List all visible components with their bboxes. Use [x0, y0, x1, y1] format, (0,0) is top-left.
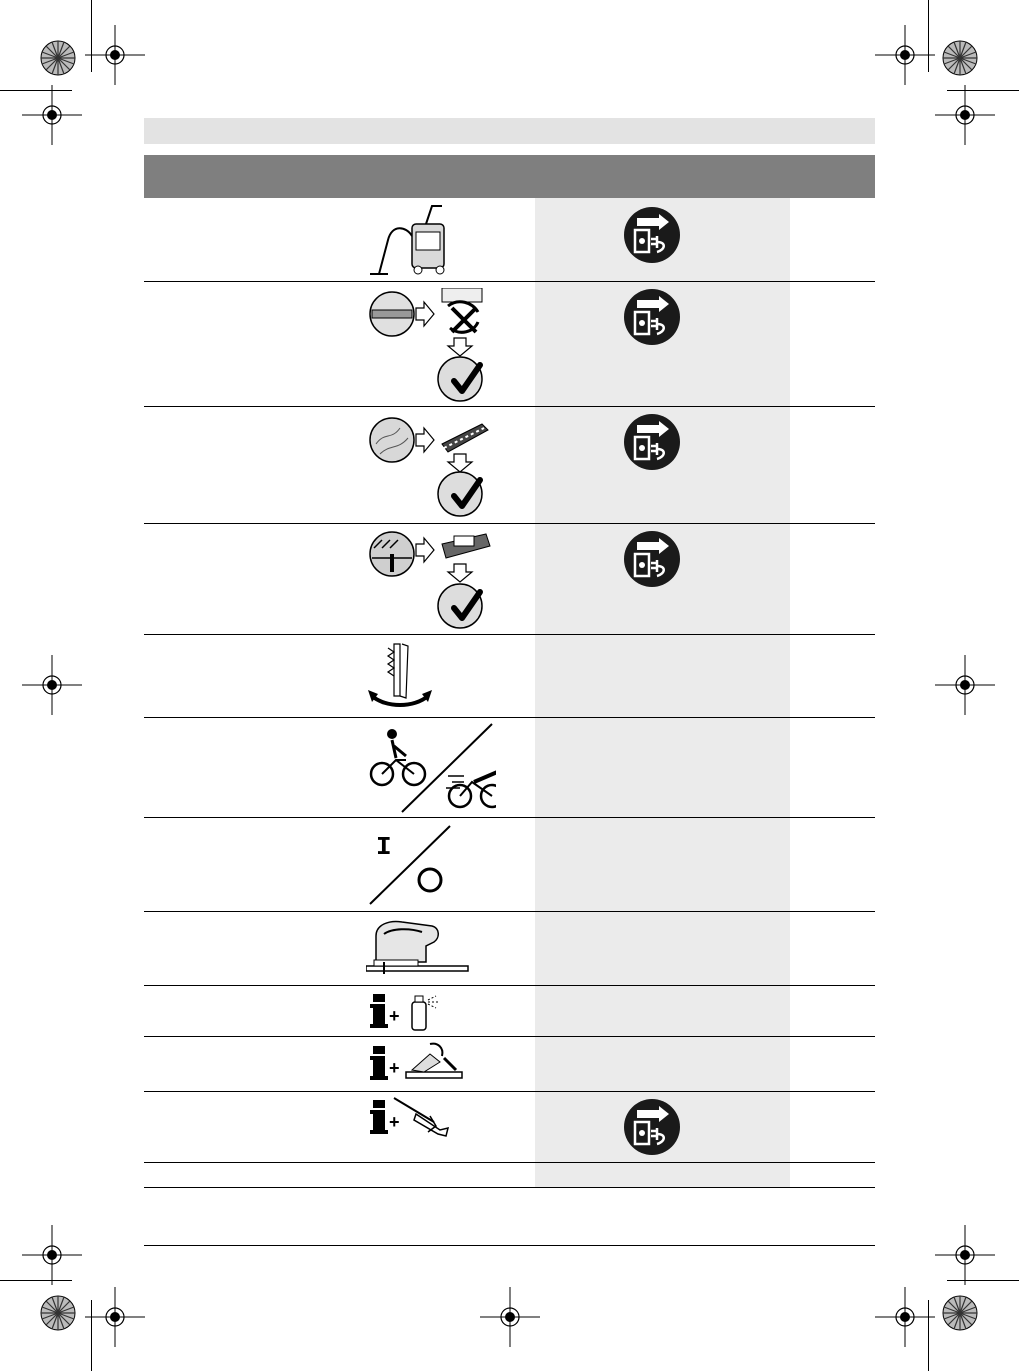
unplug-warning-icon	[623, 530, 681, 588]
row-divider	[144, 1162, 875, 1163]
row-divider	[144, 1036, 875, 1037]
on-off-icon	[366, 822, 456, 908]
row-divider	[144, 281, 875, 282]
base-plate-icon	[368, 414, 492, 518]
info-icon	[370, 1046, 390, 1082]
plus-symbol: +	[389, 1058, 400, 1078]
info-icon	[370, 994, 390, 1030]
unplug-warning-icon	[623, 288, 681, 346]
blade-replace-icon	[368, 288, 488, 403]
row-divider	[144, 523, 875, 524]
blade-bend-icon	[366, 640, 438, 712]
row-divider	[144, 911, 875, 912]
row-divider	[144, 1091, 875, 1092]
row-divider	[144, 634, 875, 635]
plus-symbol: +	[389, 1006, 400, 1026]
shaded-column	[535, 198, 790, 1188]
plus-symbol: +	[389, 1112, 400, 1132]
vacuum-cleaner-icon	[360, 204, 452, 278]
header-bar	[144, 118, 875, 144]
jigsaw-icon	[366, 916, 470, 976]
unplug-warning-icon	[623, 413, 681, 471]
row-divider	[144, 985, 875, 986]
on-symbol: I	[376, 832, 392, 862]
splinter-guard-icon	[368, 528, 492, 632]
spray-can-icon	[408, 992, 442, 1032]
bicycle-speed-icon	[366, 720, 496, 814]
info-icon	[370, 1100, 390, 1136]
clamp-icon	[404, 1040, 464, 1082]
section-header-bar	[144, 155, 875, 198]
row-divider	[144, 1187, 875, 1188]
row-divider	[144, 817, 875, 818]
row-divider	[144, 717, 875, 718]
row-divider	[144, 406, 875, 407]
row-divider	[144, 1245, 875, 1246]
unplug-warning-icon	[623, 1098, 681, 1156]
circle-cutter-icon	[390, 1096, 454, 1140]
unplug-warning-icon	[623, 206, 681, 264]
